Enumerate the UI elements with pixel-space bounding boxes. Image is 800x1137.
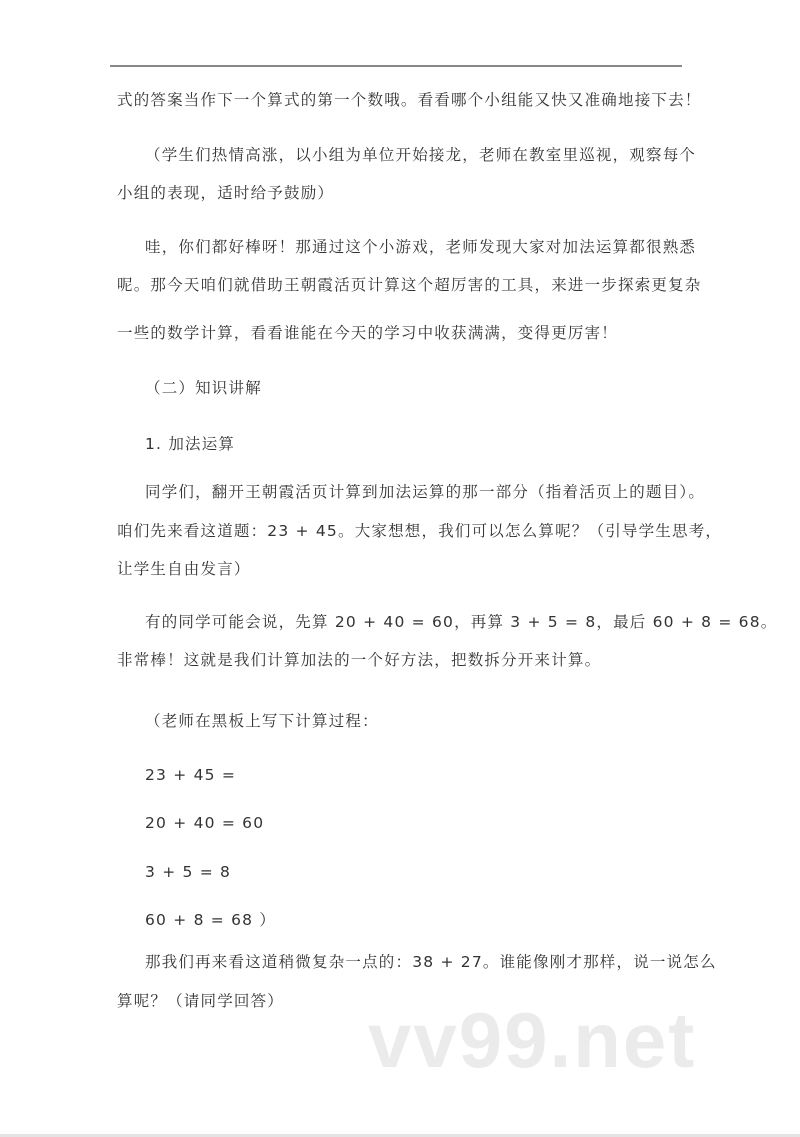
paragraph-line: 小组的表现，适时给予鼓励） bbox=[117, 184, 335, 202]
paragraph-line: 式的答案当作下一个算式的第一个数哦。看看哪个小组能又快又准确地接下去！ bbox=[117, 91, 702, 109]
equation-line: 23 + 45 = bbox=[145, 766, 237, 784]
paragraph-line: 同学们，翻开王朝霞活页计算到加法运算的那一部分（指着活页上的题目）。 bbox=[145, 483, 706, 501]
paragraph-line: 算呢？（请同学回答） bbox=[117, 992, 285, 1010]
watermark: vv99.net bbox=[368, 996, 697, 1084]
subsection-heading: 1. 加法运算 bbox=[145, 435, 236, 453]
paragraph-line: （学生们热情高涨，以小组为单位开始接龙，老师在教室里巡视，观察每个 bbox=[145, 146, 697, 164]
paragraph-line: 有的同学可能会说，先算 20 + 40 = 60，再算 3 + 5 = 8，最后 60 + 8 = 68。 bbox=[145, 613, 778, 631]
equation-line: 3 + 5 = 8 bbox=[145, 863, 232, 881]
equation-line: 60 + 8 = 68 ） bbox=[145, 911, 277, 929]
paragraph-line: 一些的数学计算，看看谁能在今天的学习中收获满满，变得更厉害！ bbox=[117, 324, 619, 342]
section-heading: （二）知识讲解 bbox=[145, 379, 262, 397]
paragraph-line: 咱们先来看这道题：23 + 45。大家想想，我们可以怎么算呢？（引导学生思考， bbox=[117, 522, 723, 540]
paragraph-line: 哇，你们都好棒呀！那通过这个小游戏，老师发现大家对加法运算都很熟悉 bbox=[145, 238, 697, 256]
paragraph-line: 呢。那今天咱们就借助王朝霞活页计算这个超厉害的工具，来进一步探索更复杂 bbox=[117, 276, 702, 294]
header-rule bbox=[110, 65, 682, 67]
paragraph-line: 非常棒！这就是我们计算加法的一个好方法，把数拆分开来计算。 bbox=[117, 651, 602, 669]
paragraph-line: 那我们再来看这道稍微复杂一点的：38 + 27。谁能像刚才那样，说一说怎么 bbox=[145, 953, 717, 971]
paragraph-line: 让学生自由发言） bbox=[117, 560, 251, 578]
paragraph-line: （老师在黑板上写下计算过程： bbox=[145, 712, 379, 730]
equation-line: 20 + 40 = 60 bbox=[145, 814, 265, 832]
